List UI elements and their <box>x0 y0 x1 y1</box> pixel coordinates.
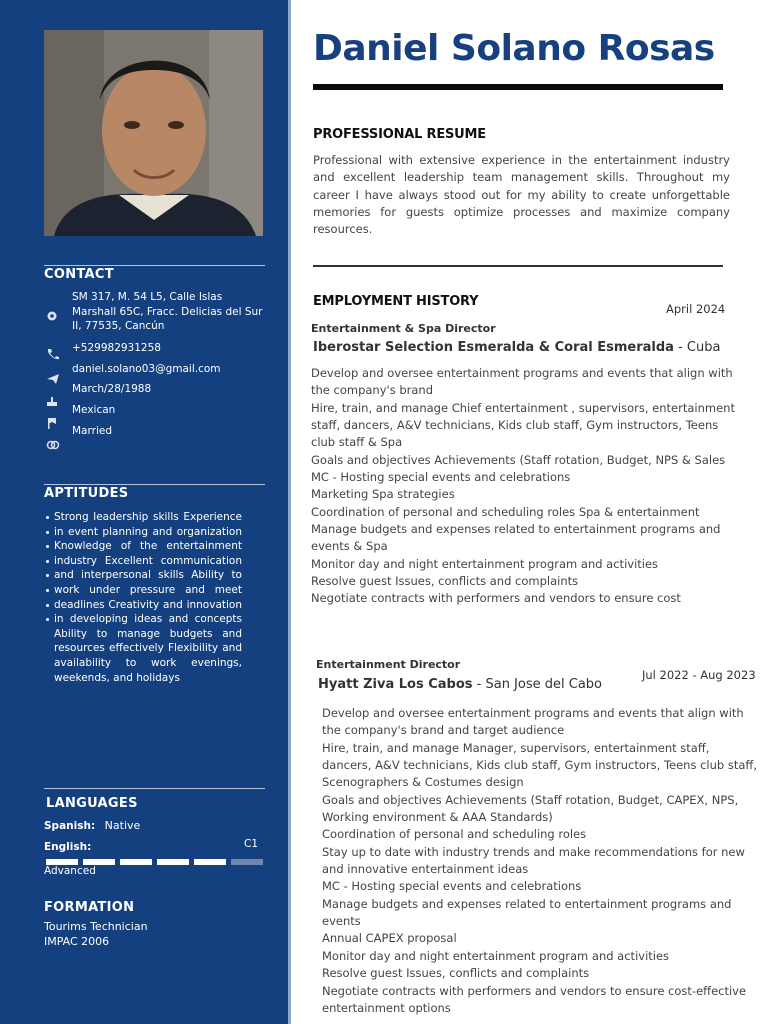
contact-phone-text: +529982931258 <box>72 342 161 354</box>
job-1-company <box>313 340 720 355</box>
employment-heading: EMPLOYMENT HISTORY <box>313 294 479 309</box>
language-english-level: Advanced <box>44 865 96 877</box>
rings-icon <box>46 438 60 450</box>
bullet-icon <box>46 604 49 607</box>
job-2-duty: Annual CAPEX proposal <box>322 931 457 946</box>
job-2-duties <box>322 705 762 1017</box>
bullet-icon <box>46 516 49 519</box>
job-2-duty: Coordination of personal and scheduling roles <box>322 827 587 842</box>
flag-icon <box>46 417 60 429</box>
language-english-label: English: <box>44 841 92 853</box>
job-2-duty: Goals and objectives Achievements (Staff rotation, Budget, CAPEX, NPS, Working environment & AAA Standards) <box>322 792 739 825</box>
bullet-icon <box>46 531 49 534</box>
summary-heading: PROFESSIONAL RESUME <box>313 127 486 142</box>
bullet-icon <box>46 545 49 548</box>
job-1-date: April 2024 <box>666 302 726 316</box>
job-1-duty: Coordination of personal and scheduling roles Spa & entertainment <box>311 504 700 519</box>
sidebar-edge <box>288 0 291 1024</box>
job-2-duty: Manage budgets and expenses related to entertainment programs and events <box>322 896 732 929</box>
job-1-duty: Monitor day and night entertainment program and activities <box>311 556 659 571</box>
phone-icon <box>46 348 60 360</box>
job-1-duty: Marketing Spa strategies <box>311 487 455 502</box>
job-2-duty: Stay up to date with industry trends and make recommendations for new and innovative entertainment ideas <box>322 844 745 877</box>
job-2-duty: MC - Hosting special events and celebrations <box>322 879 582 894</box>
job-2-duty: Monitor day and night entertainment program and activities <box>322 948 670 963</box>
job-2-date: Jul 2022 - Aug 2023 <box>642 668 756 682</box>
language-spanish-level: Native <box>104 819 141 832</box>
languages-heading: LANGUAGES <box>46 796 138 811</box>
job-1-role: Entertainment & Spa Director <box>311 322 496 335</box>
name-rule <box>313 84 723 90</box>
contact-nationality-text: Mexican <box>72 404 116 416</box>
job-1-duties <box>311 365 743 608</box>
job-2-company-name: Hyatt Ziva Los Cabos <box>318 677 473 692</box>
job-2-role: Entertainment Director <box>316 658 461 671</box>
job-1-duty: Manage budgets and expenses related to entertainment programs and events & Spa <box>311 522 721 554</box>
profile-photo <box>44 30 263 236</box>
job-1-duty: Negotiate contracts with performers and vendors to ensure cost <box>311 591 681 606</box>
job-1-company-name: Iberostar Selection Esmeralda & Coral Esmeralda <box>313 340 674 355</box>
languages-rule <box>44 788 265 789</box>
job-2-duty: Negotiate contracts with performers and vendors to ensure cost-effective entertainment options <box>322 983 747 1015</box>
formation-heading: FORMATION <box>44 900 135 915</box>
email-icon <box>46 373 60 385</box>
job-1-duty: Goals and objectives Achievements (Staff rotation, Budget, NPS & Sales <box>311 452 726 467</box>
aptitudes-text: Strong leadership skills Experience in event planning and organization Knowledge of the entertainment industry Excellent communication and interpersonal skills Ability to work under pressure and meet deadlines Creativity and innovation in developing ideas and concepts Ability to manage budgets and resources effectively Flexibility and availability to work evenings, weekends, and holidays <box>54 511 242 684</box>
job-2-company <box>318 677 602 692</box>
contact-heading: CONTACT <box>44 267 114 282</box>
bullet-icon <box>46 560 49 563</box>
job-2-duty: Develop and oversee entertainment programs and events that align with the company's brand and target audience <box>322 706 744 738</box>
job-2-location: - San Jose del Cabo <box>472 677 602 692</box>
proficiency-segment <box>120 859 152 865</box>
job-2-duty: Resolve guest Issues, conflicts and complaints <box>322 966 590 981</box>
job-1-duty: MC - Hosting special events and celebrations <box>311 470 571 485</box>
bullet-icon <box>46 574 49 577</box>
summary-rule <box>313 265 723 267</box>
formation-line-2: IMPAC 2006 <box>44 935 110 948</box>
contact-rule <box>44 265 265 266</box>
job-1-location: - Cuba <box>673 340 721 355</box>
birthday-icon <box>46 395 60 407</box>
summary-text: Professional with extensive experience in the entertainment industry and excellent leadership team management skills. Throughout my career I have always stood out for my ability to create unforgettable memories for guests optimize processes and maximize company resources. <box>313 153 730 237</box>
contact-email-text: daniel.solano03@gmail.com <box>72 363 221 375</box>
formation-line-1: Tourims Technician <box>44 920 148 933</box>
language-spanish <box>44 819 140 832</box>
proficiency-segment <box>194 859 226 865</box>
location-icon <box>46 310 60 322</box>
bullet-icon <box>46 618 49 621</box>
language-spanish-label: Spanish: <box>44 820 96 832</box>
bullet-icon <box>46 589 49 592</box>
aptitudes-heading: APTITUDES <box>44 486 129 501</box>
aptitudes-rule <box>44 484 265 485</box>
aptitudes-bullets <box>44 516 52 633</box>
contact-address <box>44 290 266 334</box>
candidate-name: Daniel Solano Rosas <box>313 28 715 69</box>
job-1-duty: Develop and oversee entertainment programs and events that align with the company's brand <box>311 366 733 398</box>
proficiency-segment <box>231 859 263 865</box>
proficiency-segment <box>157 859 189 865</box>
language-english-cefr: C1 <box>244 838 259 850</box>
job-1-duty: Resolve guest Issues, conflicts and complaints <box>311 574 579 589</box>
contact-birthday-text: March/28/1988 <box>72 383 152 395</box>
job-2-duty: Hire, train, and manage Manager, supervisors, entertainment staff, dancers, A&V technicians, Kids club staff, Gym instructors, Teens club staff, Scenographers & Costumes design <box>322 740 758 790</box>
contact-marital-text: Married <box>72 425 112 437</box>
contact-address-text: SM 317, M. 54 L5, Calle Islas Marshall 65C, Fracc. Delicias del Sur II, 77535, Cancún <box>72 291 263 332</box>
job-1-duty: Hire, train, and manage Chief entertainment , supervisors, entertainment staff, dancers, A&V technicians, Kids club staff, Gym instructors, Teens club staff & Spa <box>311 400 735 450</box>
